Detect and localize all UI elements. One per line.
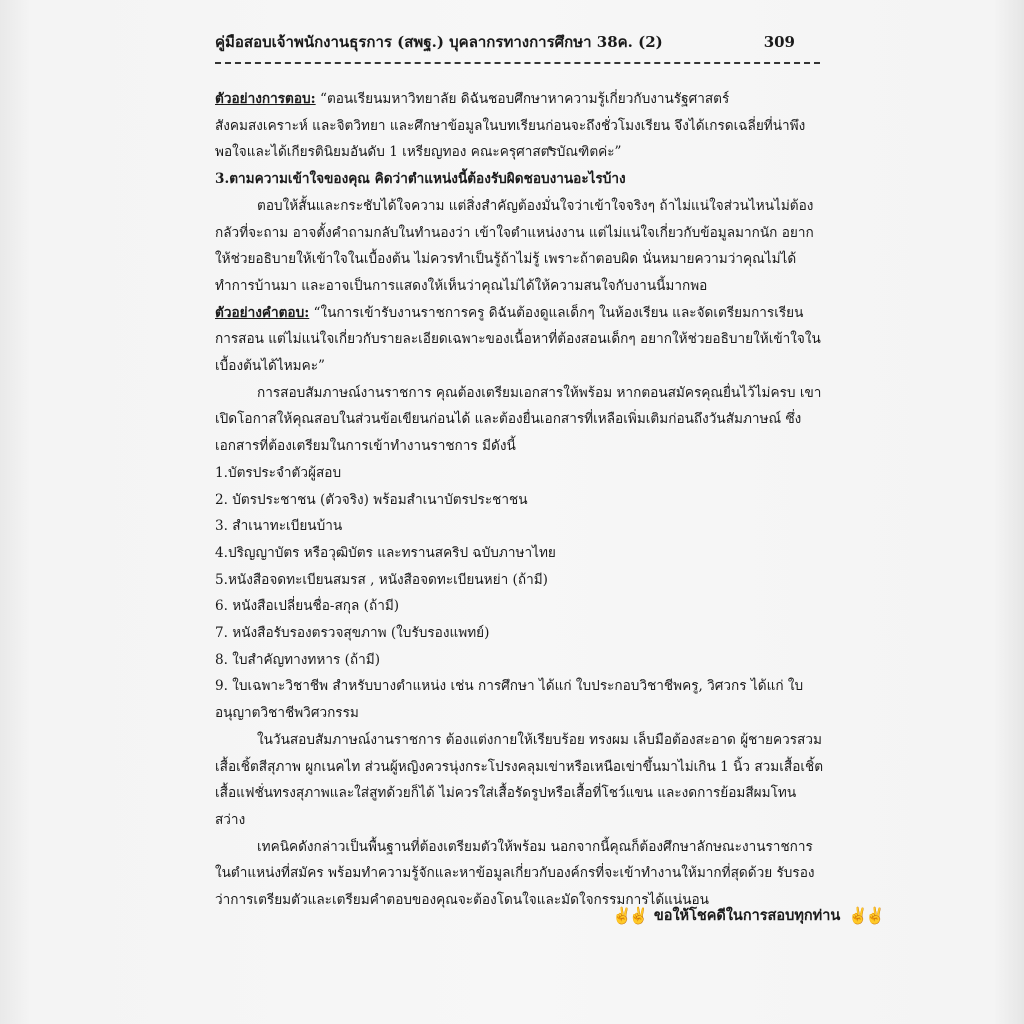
example-answer-1 (215, 86, 825, 166)
victory-hands-icon: ✌✌ (612, 906, 646, 925)
page-header-title: คู่มือสอบเจ้าพนักงานธุรการ (สพฐ.) บุคลากรทางการศึกษา 38ค. (2) (215, 33, 663, 51)
example-answer-2-text: “ในการเข้ารับงานราชการครู ดิฉันต้องดูแลเด็กๆ ในห้องเรียน และจัดเตรียมการเรียนการสอน แต่ไม่แน่ใจเกี่ยวกับรายละเอียดเฉพาะของเนื้อหาที่ต้องสอนเด็กๆ อยากให้ช่วยอธิบายให้เข้าใจในเบื้องต้นได้ไหมคะ” (215, 304, 821, 375)
page-header (215, 30, 795, 54)
list-item: 7. หนังสือรับรองตรวจสุขภาพ (ใบรับรองแพทย์) (215, 625, 490, 642)
header-dashed-divider (215, 62, 820, 64)
footer-wish (612, 904, 882, 927)
page-number: 309 (763, 33, 795, 51)
list-item: 9. ใบเฉพาะวิชาชีพ สำหรับบางตำแหน่ง เช่น การศึกษา ได้แก่ ใบประกอบวิชาชีพครู, วิศวกร ได้แก่ ใบอนุญาตวิชาชีพวิศวกรรม (215, 678, 804, 722)
list-item: 5.หนังสือจดทะเบียนสมรส , หนังสือจดทะเบียนหย่า (ถ้ามี) (215, 571, 548, 588)
example-answer-2 (215, 300, 825, 380)
list-item: 6. หนังสือเปลี่ยนชื่อ-สกุล (ถ้ามี) (215, 598, 400, 615)
page-body (215, 86, 825, 914)
documents-list (215, 460, 825, 727)
list-item: 1.บัตรประจำตัวผู้สอบ (215, 464, 342, 481)
victory-hands-icon: ✌✌ (848, 906, 883, 925)
footer-wish-text: ขอให้โชคดีในการสอบทุกท่าน (653, 907, 841, 924)
closing-paragraph: เทคนิคดังกล่าวเป็นพื้นฐานที่ต้องเตรียมตัวให้พร้อม นอกจากนี้คุณก็ต้องศึกษาลักษณะงานราชการในตำแหน่งที่สมัคร พร้อมทำความรู้จักและหาข้อมูลเกี่ยวกับองค์กรที่จะเข้าทำงานให้มากที่สุดด้วย รับรองว่าการเตรียมตัวและเตรียมคำตอบของคุณจะต้องโดนใจและมัดใจกรรมการได้แน่นอน (215, 838, 815, 909)
list-item: 3. สำเนาทะเบียนบ้าน (215, 518, 343, 535)
example-answer-1-text: “ตอนเรียนมหาวิทยาลัย ดิฉันชอบศึกษาหาความรู้เกี่ยวกับงานรัฐศาสตร์ สังคมสงเคราะห์ และจิตวิทยา และศึกษาข้อมูลในบทเรียนก่อนจะถึงชั่วโมงเรียน จึงได้เกรดเฉลี่ยที่น่าพึงพอใจและได้เกียรตินิยมอันดับ 1 เหรียญทอง คณะครุศาสตรบัณฑิตค่ะ” (215, 91, 806, 161)
example-answer-2-label: ตัวอย่างคำตอบ: (215, 304, 310, 321)
question-3-heading: 3.ตามความเข้าใจของคุณ คิดว่าตำแหน่งนี้ต้องรับผิดชอบงานอะไรบ้าง (215, 171, 626, 188)
dress-code-paragraph: ในวันสอบสัมภาษณ์งานราชการ ต้องแต่งกายให้เรียบร้อย ทรงผม เล็บมือต้องสะอาด ผู้ชายควรสวมเสื้อเชิ้ตสีสุภาพ ผูกเนคไท ส่วนผู้หญิงควรนุ่งกระโปรงคลุมเข่าหรือเหนือเข่าขึ้นมาไม่เกิน 1 นิ้ว สวมเสื้อเชิ้ต เสื้อแฟชั่นทรงสุภาพและใส่สูทด้วยก็ได้ ไม่ควรใส่เสื้อรัดรูปหรือเสื้อที่โชว์แขน และงดการย้อมสีผมโทนสว่าง (215, 731, 824, 828)
question-3-paragraph: ตอบให้สั้นและกระชับได้ใจความ แต่สิ่งสำคัญต้องมั่นใจว่าเข้าใจจริงๆ ถ้าไม่แน่ใจส่วนไหนไม่ต้องกลัวที่จะถาม อาจตั้งคำถามกลับในทำนองว่า เข้าใจตำแหน่งงาน แต่ไม่แน่ใจเกี่ยวกับข้อมูลมากนัก อยากให้ช่วยอธิบายให้เข้าใจในเบื้องต้น ไม่ควรทำเป็นรู้ถ้าไม่รู้ เพราะถ้าตอบผิด นั่นหมายความว่าคุณไม่ได้ทำการบ้านมา และอาจเป็นการแสดงให้เห็นว่าคุณไม่ได้ให้ความสนใจกับงานนี้มากพอ (215, 197, 814, 294)
example-answer-1-label: ตัวอย่างการตอบ: (215, 91, 316, 107)
list-item: 2. บัตรประชาชน (ตัวจริง) พร้อมสำเนาบัตรประชาชน (215, 491, 528, 508)
documents-intro-paragraph: การสอบสัมภาษณ์งานราชการ คุณต้องเตรียมเอกสารให้พร้อม หากตอนสมัครคุณยื่นไว้ไม่ครบ เขาเปิดโอกาสให้คุณสอบในส่วนข้อเขียนก่อนได้ และต้องยื่นเอกสารที่เหลือเพิ่มเติมก่อนถึงวันสัมภาษณ์ ซึ่งเอกสารที่ต้องเตรียมในการเข้าทำงานราชการ มีดังนี้ (215, 384, 822, 455)
list-item: 4.ปริญญาบัตร หรือวุฒิบัตร และทรานสคริป ฉบับภาษาไทย (215, 544, 556, 561)
list-item: 8. ใบสำคัญทางทหาร (ถ้ามี) (215, 651, 381, 668)
